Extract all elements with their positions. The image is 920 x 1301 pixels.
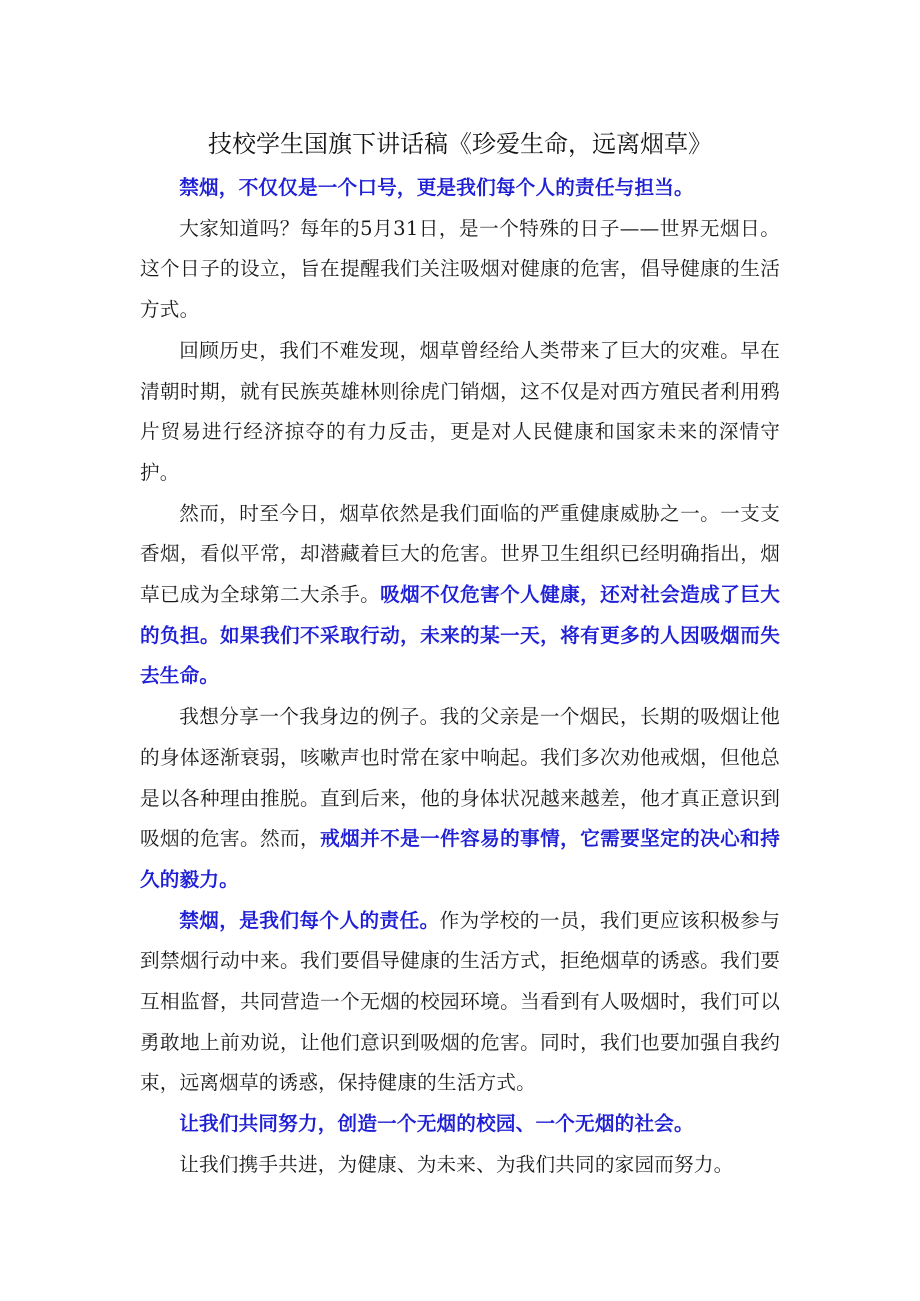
paragraph-text: 然而，时至今日，烟草依然是我们面临的严重健康威胁之一。一支支香烟，看似平常，却潜藏着巨大的危害。世界卫生组织已经明确指出，烟草已成为全球第二大杀手。	[140, 501, 780, 607]
paragraph-7	[140, 1104, 780, 1145]
paragraph-5	[140, 697, 780, 901]
paragraph-2: 大家知道吗？每年的5月31日，是一个特殊的日子——世界无烟日。这个日子的设立，旨在提醒我们关注吸烟对健康的危害，倡导健康的生活方式。	[140, 216, 780, 322]
highlight-text: 让我们共同努力，创造一个无烟的校园、一个无烟的社会。	[179, 1112, 694, 1136]
paragraph-6	[140, 901, 780, 1105]
highlight-text: 禁烟，不仅仅是一个口号，更是我们每个人的责任与担当。	[179, 176, 694, 199]
paragraph-8: 让我们携手共进，为健康、为未来、为我们共同的家园而努力。	[179, 1152, 734, 1176]
highlight-text: 戒烟并不是一件容易的事情，它需要坚定的决心和持久的毅力。	[140, 827, 780, 891]
highlight-text: 吸烟不仅危害个人健康，还对社会造成了巨大的负担。如果我们不采取行动，未来的某一天，将有更多的人因吸烟而失去生命。	[140, 583, 780, 688]
paragraph-text: 作为学校的一员，我们更应该积极参与到禁烟行动中来。我们要倡导健康的生活方式，拒绝烟草的诱惑。我们要互相监督，共同营造一个无烟的校园环境。当看到有人吸烟时，我们可以勇敢地上前劝说，让他们意识到吸烟的危害。同时，我们也要加强自我约束，远离烟草的诱惑，保持健康的生活方式。	[140, 908, 780, 1095]
paragraph-1	[140, 168, 780, 209]
document-title: 技校学生国旗下讲话稿《珍爱生命，远离烟草》	[208, 130, 712, 158]
paragraph-4	[140, 494, 780, 698]
document-body	[140, 168, 780, 1186]
highlight-text: 禁烟，是我们每个人的责任。	[179, 908, 440, 932]
paragraph-text: 我想分享一个我身边的例子。我的父亲是一个烟民，长期的吸烟让他的身体逐渐衰弱，咳嗽声也时常在家中响起。我们多次劝他戒烟，但他总是以各种理由推脱。直到后来，他的身体状况越来越差，他才真正意识到吸烟的危害。然而，	[140, 705, 780, 851]
paragraph-3: 回顾历史，我们不难发现，烟草曾经给人类带来了巨大的灾难。早在清朝时期，就有民族英雄林则徐虎门销烟，这不仅是对西方殖民者利用鸦片贸易进行经济掠夺的有力反击，更是对人民健康和国家未来的深情守护。	[140, 338, 780, 484]
